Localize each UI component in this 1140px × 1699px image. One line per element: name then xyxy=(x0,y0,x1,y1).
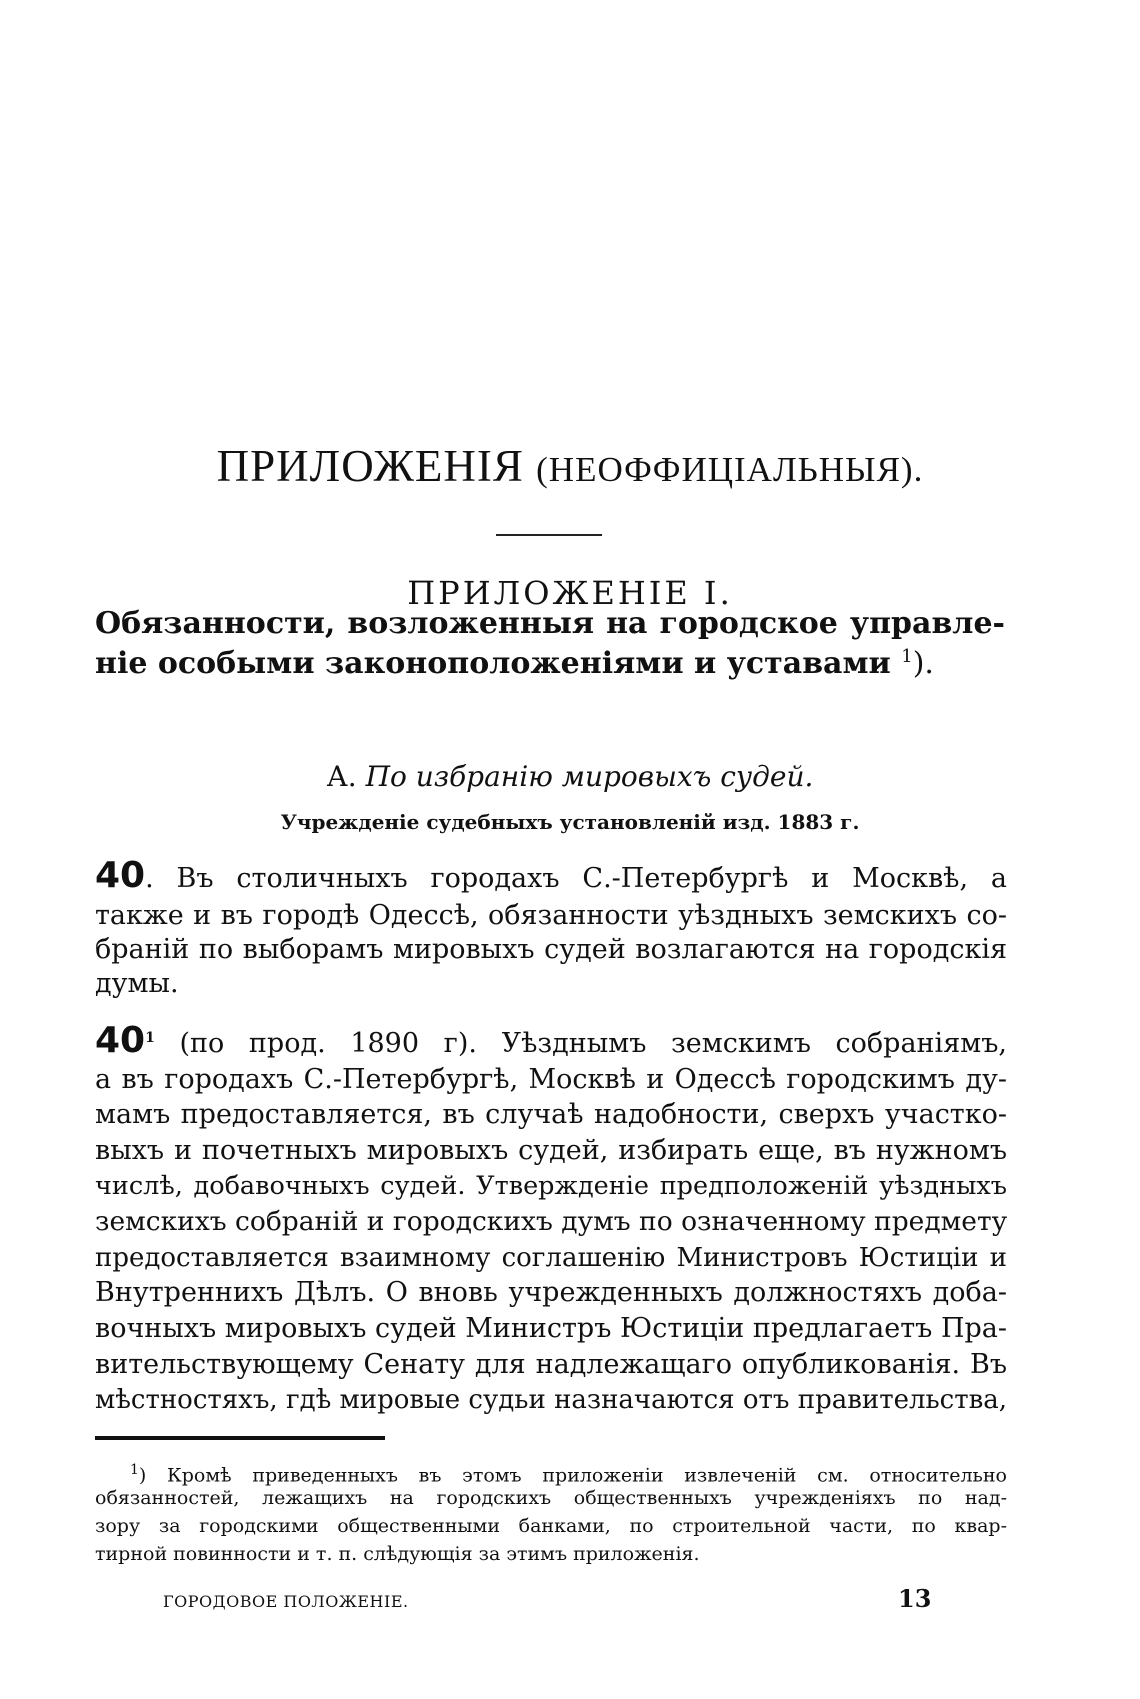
article-40-line-4: думы. xyxy=(95,968,179,999)
footnote-divider xyxy=(95,1436,385,1440)
appendices-title xyxy=(0,440,1140,492)
article-40-1-line-10: вительствующему Сенату для надлежащаго опубликованія. Въ xyxy=(95,1349,1007,1380)
footnote-mark: 1 xyxy=(130,1462,139,1478)
appendix-label: ПРИЛОЖЕНІЕ I. xyxy=(407,574,733,612)
article-40-line-2: также и въ городѣ Одессѣ, обязанности уѣздныхъ земскихъ со- xyxy=(95,900,1007,931)
article-40-1-text-1: (по прод. 1890 г). Уѣзднымъ земскимъ собраніямъ, xyxy=(154,1028,1007,1059)
article-40-1-line-11: мѣстностяхъ, гдѣ мировые судьи назначаются отъ правительства, xyxy=(95,1385,1007,1415)
article-40-1-line-5: числѣ, добавочныхъ судей. Утвержденіе предположеній уѣздныхъ xyxy=(95,1171,1007,1201)
article-40-1-line-8: Внутреннихъ Дѣлъ. О вновь учрежденныхъ должностяхъ доба- xyxy=(95,1277,1007,1308)
article-40-1-line-3: мамъ предоставляется, въ случаѣ надобности, сверхъ участко- xyxy=(95,1099,1007,1130)
section-letter: А. xyxy=(326,760,357,793)
article-40-1-number: 40 xyxy=(95,1020,146,1061)
article-40-1-line-2: а въ городахъ С.-Петербургѣ, Москвѣ и Одессѣ городскимъ ду- xyxy=(95,1064,1007,1095)
title-divider xyxy=(496,534,602,536)
page-number: 13 xyxy=(898,1584,932,1613)
article-40-1-superscript: 1 xyxy=(145,1030,155,1046)
footnote-line-2: обязанностей, лежащихъ на городскихъ общественныхъ учрежденіяхъ по над- xyxy=(95,1487,1007,1509)
section-heading xyxy=(0,760,1140,793)
appendix-heading-text: ніе особыми законоположеніями и уставами xyxy=(95,646,891,681)
heading-footnote-mark: 1 xyxy=(901,646,913,667)
section-title: По избранію мировыхъ судей. xyxy=(365,760,814,793)
article-40-line-1 xyxy=(95,855,1007,897)
article-40-number: 40 xyxy=(95,855,146,896)
footnote-line-3: зору за городскими общественными банками, по строительной части, по квар- xyxy=(95,1515,1007,1537)
article-40-1-line-9: вочныхъ мировыхъ судей Министръ Юстиціи предлагаетъ Пра- xyxy=(95,1313,1007,1344)
article-40-text-1: . Въ столичныхъ городахъ С.-Петербургѣ и Москвѣ, а xyxy=(145,863,1007,894)
appendix-heading-line-2 xyxy=(95,646,934,681)
article-40-line-3: браній по выборамъ мировыхъ судей возлагаются на городскія xyxy=(95,934,1007,965)
article-40-1-line-6: земскихъ собраній и городскихъ думъ по означенному предмету xyxy=(95,1206,1008,1237)
footnote-text-1: ) Кромѣ приведенныхъ въ этомъ приложеніи извлеченій см. относительно xyxy=(138,1464,1007,1487)
article-40-1-line-4: выхъ и почетныхъ мировыхъ судей, избирать еще, въ нужномъ xyxy=(95,1135,1007,1166)
heading-footnote-close: ). xyxy=(912,646,934,681)
article-40-1-line-1 xyxy=(95,1020,1007,1062)
article-40-1-line-7: предоставляется взаимному соглашенію Министровъ Юстиціи и xyxy=(95,1243,1007,1273)
source-reference: Учрежденіе судебныхъ установленій изд. 1883 г. xyxy=(280,810,860,834)
appendix-heading-line-1: Обязанности, возложенныя на городское управле- xyxy=(95,606,1005,641)
footnote-line-4: тирной повинности и т. п. слѣдующія за этимъ приложенія. xyxy=(95,1543,700,1565)
appendices-title-main: ПРИЛОЖЕНІЯ xyxy=(216,441,524,491)
running-footer: ГОРОДОВОЕ ПОЛОЖЕНІЕ. xyxy=(163,1592,409,1611)
appendices-title-sub: (НЕОФФИЦІАЛЬНЫЯ). xyxy=(536,450,924,489)
